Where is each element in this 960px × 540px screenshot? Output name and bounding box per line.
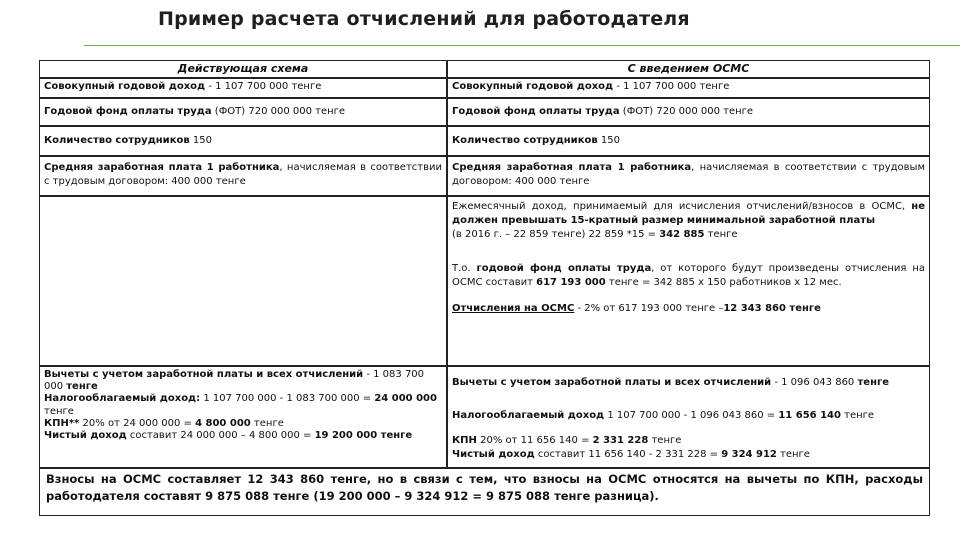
row-avg-salary-current [39, 156, 447, 196]
taxable-income-current: Налогооблагаемый доход: 1 107 700 000 - 1 083 700 000 = 24 000 000 тенге [44, 393, 437, 417]
page-title: Пример расчета отчислений для работодателя [158, 8, 690, 30]
row-avg-salary-osms [447, 156, 930, 196]
monthly-income-cap: Ежемесячный доход, принимаемый для исчисления отчислений/взносов в ОСМС, не должен превышать 15-кратный размер минимальной заработной платы (в 2016 г. – 22 859 тенге) 22 859 *15 = 342 885 тенге [452, 201, 925, 240]
row-payroll-current [39, 98, 447, 126]
value: , начисляемая в соответствии с трудовым договором: 400 000 тенге [44, 162, 442, 187]
label: Количество сотрудников [452, 135, 598, 146]
net-income-osms: Чистый доход составит 11 656 140 - 2 331 228 = 9 324 912 тенге [452, 449, 810, 460]
row-employees-osms [447, 126, 930, 156]
header-current-scheme: Действующая схема [39, 60, 447, 78]
row-total-income-osms [447, 78, 930, 98]
title-underline [84, 45, 960, 46]
label: Годовой фонд оплаты труда [452, 106, 620, 117]
value: , начисляемая в соответствии с трудовым договором: 400 000 тенге [452, 162, 925, 187]
calc-current [39, 366, 447, 468]
taxable-income-osms: Налогооблагаемый доход 1 107 700 000 - 1 096 043 860 = 11 656 140 тенге [452, 410, 875, 421]
value: 150 [597, 135, 620, 146]
value: - 1 107 700 000 тенге [205, 81, 322, 92]
cit-osms: КПН 20% от 11 656 140 = 2 331 228 тенге [452, 435, 682, 446]
header-with-osms: С введением ОСМС [447, 60, 930, 78]
label: Совокупный годовой доход [44, 81, 206, 92]
annual-payroll-osms: Т.о. годовой фонд оплаты труда, от которого будут произведены отчисления на ОСМС составит 617 193 000 тенге = 342 885 х 150 работников х 12 мес. [452, 263, 926, 288]
label: Совокупный годовой доход [452, 81, 614, 92]
deductions-current: Вычеты с учетом заработной платы и всех отчислений - 1 083 700 000 тенге [44, 369, 425, 393]
label: Годовой фонд оплаты труда [44, 106, 212, 117]
value: (ФОТ) 720 000 000 тенге [619, 106, 754, 117]
label: Количество сотрудников [44, 135, 190, 146]
row-payroll-osms [447, 98, 930, 126]
value: 150 [189, 135, 212, 146]
label: Средняя заработная плата 1 работника [452, 162, 692, 173]
label: Средняя заработная плата 1 работника [44, 162, 280, 173]
osms-contributions: Отчисления на ОСМС - 2% от 617 193 000 тенге –12 343 860 тенге [452, 303, 821, 314]
row-total-income-current [39, 78, 447, 98]
value: (ФОТ) 720 000 000 тенге [211, 106, 346, 117]
deductions-osms: Вычеты с учетом заработной платы и всех отчислений - 1 096 043 860 тенге [452, 377, 889, 388]
net-income-current: Чистый доход составит 24 000 000 – 4 800 000 = 19 200 000 тенге [44, 430, 413, 442]
empty-cell-current [39, 196, 447, 366]
calc-osms [447, 366, 930, 468]
value: - 1 107 700 000 тенге [613, 81, 730, 92]
summary-note: Взносы на ОСМС составляет 12 343 860 тенге, но в связи с тем, что взносы на ОСМС относятся на вычеты по КПН, расходы работодателя составят 9 875 088 тенге (19 200 000 – 9 324 912 = 9 875 088 тенге разница). [39, 468, 930, 516]
row-employees-current [39, 126, 447, 156]
cit-current: КПН** 20% от 24 000 000 = 4 800 000 тенге [44, 417, 284, 429]
osms-explanation [447, 196, 930, 366]
